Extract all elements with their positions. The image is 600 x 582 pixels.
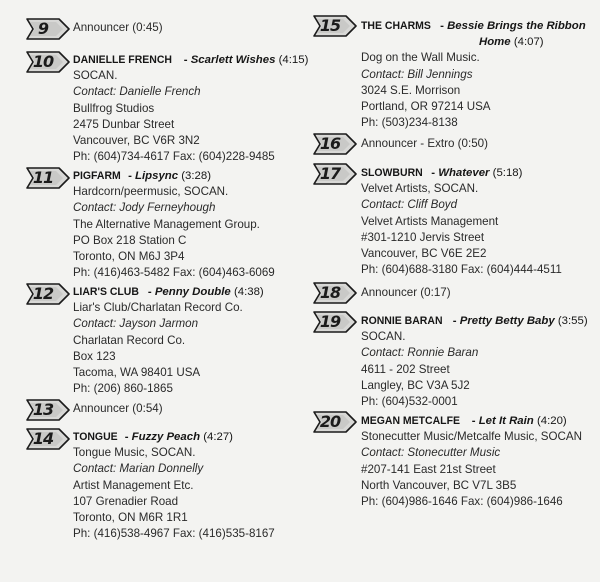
artist-name: TONGUE [73, 431, 118, 443]
publisher: SOCAN. [361, 330, 406, 344]
publisher: Tongue Music, SOCAN. [73, 446, 196, 460]
track-number-badge [26, 399, 66, 421]
track-number-badge [313, 311, 353, 333]
contact-name: Contact: Danielle French [73, 85, 201, 99]
song-title-cont: Home [479, 36, 511, 49]
address-line: 3024 S.E. Morrison [361, 83, 461, 97]
contact-name: Contact: Bill Jennings [361, 67, 473, 81]
track-number-badge [26, 283, 66, 305]
address-line: Box 123 [73, 349, 116, 363]
publisher: Liar's Club/Charlatan Record Co. [73, 301, 243, 315]
track-number-badge [313, 282, 353, 304]
address-line: Artist Management Etc. [73, 478, 194, 492]
address-line: Portland, OR 97214 USA [361, 100, 491, 114]
contact-name: Contact: Jayson Jarmon [73, 317, 199, 331]
phone-line: Ph: (416)538-4967 Fax: (416)535-8167 [73, 527, 275, 541]
track-number: 16 [319, 134, 341, 153]
track-number-badge [313, 411, 353, 433]
track-number-badge [313, 163, 353, 185]
contact-name: Contact: Stonecutter Music [361, 446, 501, 460]
track-heading: SLOWBURN - Whatever (5:18) [361, 165, 600, 181]
track-number-badge [26, 51, 66, 73]
address-line: Charlatan Record Co. [73, 333, 186, 347]
contact-name: Contact: Marian Donnelly [73, 462, 204, 476]
song-title: Penny Double [154, 286, 231, 298]
duration: (4:38) [233, 286, 264, 298]
track-number: 15 [319, 16, 341, 35]
duration: (5:18) [492, 167, 523, 179]
song-title: Scarlett Wishes [190, 54, 276, 66]
address-line: Bullfrog Studios [73, 101, 155, 115]
track-heading: TONGUE - Fuzzy Peach (4:27) [73, 429, 298, 445]
contact-name: Contact: Ronnie Baran [361, 346, 479, 360]
duration: (4:27) [203, 431, 233, 443]
duration: (3:55) [557, 315, 588, 327]
address-line: PO Box 218 Station C [73, 233, 187, 247]
phone-line: Ph: (206) 860-1865 [73, 382, 173, 396]
artist-name: LIAR'S CLUB [73, 286, 139, 298]
artist-name: THE CHARMS [361, 20, 431, 32]
address-line: #207-141 East 21st Street [361, 462, 496, 476]
address-line: 4611 - 202 Street [361, 362, 450, 376]
track-heading: RONNIE BARAN - Pretty Betty Baby (3:55) [361, 313, 600, 329]
track-number-badge [313, 133, 353, 155]
address-line: Vancouver, BC V6E 2E2 [361, 247, 487, 261]
track-number: 12 [32, 284, 54, 303]
announcer-text: Announcer - Extro (0:50) [361, 137, 488, 150]
phone-line: Ph: (416)463-5482 Fax: (604)463-6069 [73, 266, 275, 280]
artist-name: RONNIE BARAN [361, 315, 443, 327]
song-title: Fuzzy Peach [131, 431, 201, 443]
publisher: SOCAN. [73, 69, 118, 83]
track-number: 17 [319, 164, 341, 183]
track-number: 9 [37, 19, 49, 38]
contact-name: Contact: Cliff Boyd [361, 198, 458, 212]
track-number: 20 [319, 412, 341, 431]
duration: (4:07) [513, 36, 544, 49]
address-line: Langley, BC V3A 5J2 [361, 378, 470, 392]
artist-name: PIGFARM [73, 170, 121, 182]
track-number-badge [26, 167, 66, 189]
artist-name: SLOWBURN [361, 167, 423, 179]
contact-name: Contact: Jody Ferneyhough [73, 201, 216, 215]
track-heading: PIGFARM - Lipsync (3:28) [73, 168, 298, 184]
address-line: Tacoma, WA 98401 USA [73, 366, 201, 380]
song-title: Pretty Betty Baby [459, 315, 555, 327]
address-line: Toronto, ON M6R 1R1 [73, 511, 188, 525]
song-title: Lipsync [135, 170, 179, 182]
publisher: Velvet Artists, SOCAN. [361, 182, 479, 196]
track-heading: DANIELLE FRENCH - Scarlett Wishes (4:15) [73, 52, 298, 68]
phone-line: Ph: (604)688-3180 Fax: (604)444-4511 [361, 263, 562, 277]
track-number: 10 [32, 52, 54, 71]
address-line: 107 Grenadier Road [73, 494, 179, 508]
phone-line: Ph: (503)234-8138 [361, 116, 458, 130]
track-heading: LIAR'S CLUB - Penny Double (4:38) [73, 284, 298, 300]
publisher: Dog on the Wall Music. [361, 51, 480, 65]
song-title: Whatever [438, 167, 490, 179]
track-number-badge [26, 428, 66, 450]
track-number-badge [26, 18, 66, 40]
song-title: Let It Rain [478, 415, 534, 427]
track-heading: THE CHARMS - Bessie Brings the Ribbon [361, 18, 600, 34]
track-heading: MEGAN METCALFE - Let It Rain (4:20) [361, 413, 600, 429]
song-title: Bessie Brings the Ribbon [447, 20, 586, 32]
announcer-text: Announcer (0:54) [73, 402, 163, 415]
track-number: 18 [319, 283, 341, 302]
track-heading-cont [361, 34, 600, 50]
address-line: Toronto, ON M6J 3P4 [73, 250, 185, 264]
phone-line: Ph: (604)986-1646 Fax: (604)986-1646 [361, 495, 563, 509]
phone-line: Ph: (604)734-4617 Fax: (604)228-9485 [73, 150, 275, 164]
address-line: North Vancouver, BC V7L 3B5 [361, 478, 517, 492]
track-number: 13 [32, 400, 54, 419]
address-line: Vancouver, BC V6R 3N2 [73, 134, 200, 148]
track-number: 14 [32, 429, 54, 448]
announcer-text: Announcer (0:17) [361, 286, 451, 299]
publisher: Hardcorn/peermusic, SOCAN. [73, 185, 229, 199]
phone-line: Ph: (604)532-0001 [361, 395, 458, 409]
address-line: 2475 Dunbar Street [73, 117, 175, 131]
address-line: Velvet Artists Management [361, 214, 499, 228]
artist-name: MEGAN METCALFE [361, 415, 460, 427]
duration: (4:20) [536, 415, 567, 427]
announcer-text: Announcer (0:45) [73, 21, 163, 34]
track-number: 11 [32, 168, 54, 187]
duration: (3:28) [181, 170, 212, 182]
track-number-badge [313, 15, 353, 37]
duration: (4:15) [278, 54, 309, 66]
publisher: Stonecutter Music/Metcalfe Music, SOCAN [361, 430, 582, 444]
artist-name: DANIELLE FRENCH [73, 54, 172, 66]
address-line: The Alternative Management Group. [73, 217, 260, 231]
track-number: 19 [319, 312, 341, 331]
address-line: #301-1210 Jervis Street [361, 230, 485, 244]
